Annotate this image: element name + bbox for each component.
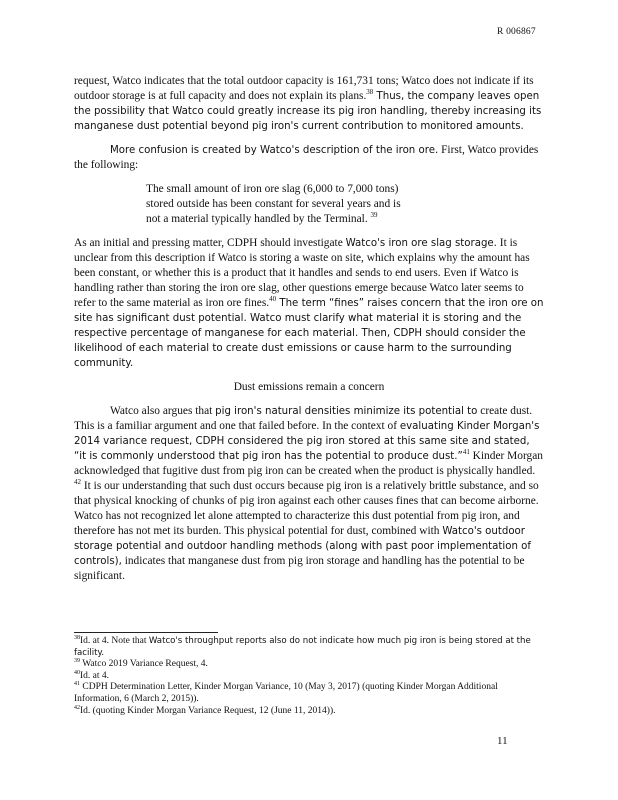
footnote-ref-41: 41 [462,448,470,457]
document-body [74,74,544,584]
paragraph-capacity [74,74,544,134]
footnote-ref-42: 42 [74,478,81,487]
paragraph-text: Thus, the company leaves open the possibility that Watco could greatly increase its pig iron handling, thereby increasing its manganese dust potential beyond pig iron's current contribution to monitored amounts. [74,91,542,132]
footnote-separator [74,632,218,633]
footnote-42 [74,706,544,718]
paragraph-text: It is unclear from this description if Watco is storing a waste on site, which explains why the amount has been constant, or whether this is a product that it handles and sends to end users. Even if Watco is handling rather than storing the iron ore slag, other questions emerge because Watco later seems to refer to the same material as iron ore fines. [74,237,530,309]
paragraph-text: Watco's outdoor storage potential and outdoor handling methods (along with past poor implementation of controls), [74,526,531,567]
paragraph-text: Kinder Morgan acknowledged that fugitive dust from pig iron can be created when the product is physically handled. [74,450,543,477]
footnote-number: 38 [74,634,80,641]
footnote-ref-39: 39 [370,211,378,220]
block-quote [146,182,418,227]
paragraph-text: indicates that manganese dust from pig iron storage and handling has the potential to be significant. [74,555,525,582]
paragraph-text: Watco's iron ore slag storage. [345,238,497,249]
paragraph-text: pig iron's natural densities minimize its potential to [215,406,478,417]
page-number: 11 [497,735,508,747]
paragraph-iron-ore [74,143,544,173]
paragraph-text: create dust. This is a familiar argument and one that failed before. In the context of [74,405,533,432]
section-heading: Dust emissions remain a concern [233,381,385,393]
paragraph-text: request, Watco indicates that the total outdoor capacity is 161,731 tons; Watco does not indicate if its outdoor storage is at full capacity and does not explain its plans. [74,75,534,102]
paragraph-text: Watco also argues that [110,405,216,417]
footnote-text: Id. at 4. [80,670,110,681]
footnote-text: Id. at 4. Note that [80,636,149,646]
footnote-number: 39 [74,658,80,665]
footnote-ref-40: 40 [269,295,277,304]
footnote-number: 42 [74,704,80,711]
paragraph-pig-iron [74,404,544,584]
footnote-38 [74,636,544,659]
paragraph-text: As an initial and pressing matter, CDPH should investigate [74,237,346,249]
footnote-41 [74,682,544,705]
footnote-text: Watco 2019 Variance Request, 4. [82,659,208,670]
footnote-text: Id. (quoting Kinder Morgan Variance Request, 12 (June 11, 2014)). [80,705,336,716]
footnote-40 [74,671,544,683]
footnote-number: 40 [74,669,80,676]
paragraph-text: First, Watco provides the following: [74,144,539,171]
footnote-text: Watco's throughput reports also do not indicate how much pig iron is being stored at the facility. [74,636,531,658]
paragraph-text: evaluating Kinder Morgan's 2014 variance request, CDPH considered the pig iron stored at this same site and stated, “it is commonly understood that pig iron has the potential to produce dust.” [74,421,540,462]
paragraph-text: The term “fines” raises concern that the iron ore on site has significant dust potential. Watco must clarify what material it is storing and the respective percentage of manganese for each material. Then, CDPH should consider the likelihood of each material to create dust emissions or cause harm to the surrounding community. [74,298,544,369]
footnotes [74,636,544,717]
bates-number: R 006867 [497,27,536,37]
footnote-number: 41 [74,681,80,688]
paragraph-text: More confusion is created by Watco's description of the iron ore. [110,145,439,156]
footnote-ref-38: 38 [366,88,374,97]
quote-text: The small amount of iron ore slag (6,000 to 7,000 tons) stored outside has been constant for several years and is not a material typically handled by the Terminal. [146,183,401,225]
footnote-39 [74,659,544,671]
footnote-text: CDPH Determination Letter, Kinder Morgan Variance, 10 (May 3, 2017) (quoting Kinder Morgan Additional Information, 6 (March 2, 2015)). [74,682,498,704]
paragraph-text: It is our understanding that such dust occurs because pig iron is a relatively brittle substance, and so that physical knocking of chunks of pig iron against each other causes fines that can become airborne. Watco has not recognized let alone attempted to characterize this dust potential from pig iron, and therefore has not met its burden. This physical potential for dust, combined with [74,480,539,537]
paragraph-slag-storage [74,236,544,371]
